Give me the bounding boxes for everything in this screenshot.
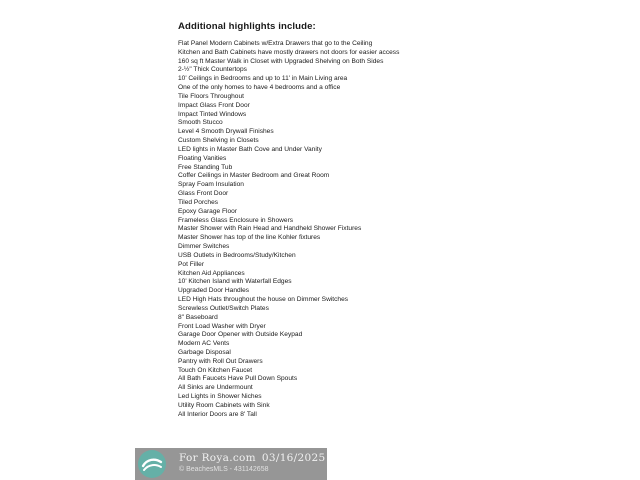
- highlight-item: Free Standing Tub: [178, 163, 233, 171]
- highlight-item: Epoxy Garage Floor: [178, 207, 238, 215]
- highlight-item: 10' Ceilings in Bedrooms and up to 11' in Main Living area: [178, 75, 348, 83]
- highlight-item: Impact Tinted Windows: [178, 110, 247, 118]
- document-title: Additional highlights include:: [178, 21, 316, 32]
- highlight-item: All Sinks are Undermount: [178, 384, 253, 392]
- highlight-item: Master Shower with Rain Head and Handheld Shower Fixtures: [178, 225, 362, 233]
- highlight-item: Tile Floors Throughout: [178, 92, 244, 100]
- highlight-item: All Interior Doors are 8' Tall: [178, 410, 257, 418]
- highlight-item: LED High Hats throughout the house on Dimmer Switches: [178, 296, 349, 304]
- highlight-item: Tiled Porches: [178, 198, 219, 206]
- highlight-item: Glass Front Door: [178, 190, 229, 198]
- highlight-item: Front Load Washer with Dryer: [178, 322, 266, 330]
- highlight-item: 160 sq ft Master Walk in Closet with Upgraded Shelving on Both Sides: [178, 57, 384, 65]
- highlight-item: Flat Panel Modern Cabinets w/Extra Drawers that go to the Ceiling: [178, 40, 373, 47]
- highlight-item: Spray Foam Insulation: [178, 181, 244, 189]
- highlight-item: Upgraded Door Handles: [178, 287, 250, 295]
- highlight-item: All Bath Faucets Have Pull Down Spouts: [178, 375, 298, 383]
- highlight-item: Kitchen Aid Appliances: [178, 269, 245, 277]
- highlights-list: [178, 40, 399, 420]
- highlight-item: Impact Glass Front Door: [178, 101, 250, 109]
- highlight-item: Touch On Kitchen Faucet: [178, 366, 253, 374]
- highlight-item: Led Lights in Shower Niches: [178, 393, 262, 401]
- roya-logo-icon: [137, 449, 167, 479]
- highlight-item: Coffer Ceilings in Master Bedroom and Great Room: [178, 172, 330, 180]
- highlight-item: Garbage Disposal: [178, 348, 231, 356]
- highlight-item: Pantry with Roll Out Drawers: [178, 357, 263, 365]
- highlight-item: Pot Filler: [178, 260, 205, 268]
- watermark-source: © BeachesMLS - 431142658: [179, 466, 269, 473]
- highlight-item: USB Outlets in Bedrooms/Study/Kitchen: [178, 251, 296, 259]
- highlight-item: Garage Door Opener with Outside Keypad: [178, 331, 303, 339]
- highlight-item: Dimmer Switches: [178, 243, 230, 251]
- highlight-item: Screwless Outlet/Switch Plates: [178, 304, 269, 312]
- highlight-item: 2-½" Thick Countertops: [178, 66, 247, 74]
- highlight-item: Custom Shelving in Closets: [178, 137, 259, 145]
- highlight-item: Floating Vanities: [178, 154, 227, 162]
- watermark-overlay: [135, 448, 327, 480]
- highlight-item: Frameless Glass Enclosure in Showers: [178, 216, 294, 224]
- highlight-item: 8" Baseboard: [178, 313, 218, 321]
- highlight-item: One of the only homes to have 4 bedrooms and a office: [178, 84, 341, 92]
- watermark-site: For Roya.com: [179, 452, 256, 464]
- highlight-item: Smooth Stucco: [178, 119, 223, 127]
- highlight-item: Kitchen and Bath Cabinets have mostly drawers not doors for easier access: [178, 48, 400, 56]
- watermark-date: 03/16/2025: [261, 452, 326, 464]
- highlight-item: Modern AC Vents: [178, 340, 230, 348]
- highlight-item: LED lights in Master Bath Cove and Under Vanity: [178, 145, 322, 153]
- highlight-item: 10' Kitchen Island with Waterfall Edges: [178, 278, 292, 286]
- highlight-item: Level 4 Smooth Drywall Finishes: [178, 128, 274, 136]
- watermark-site-text: [179, 452, 325, 464]
- highlight-item: Utility Room Cabinets with Sink: [178, 401, 270, 409]
- highlight-item: Master Shower has top of the line Kohler fixtures: [178, 234, 321, 242]
